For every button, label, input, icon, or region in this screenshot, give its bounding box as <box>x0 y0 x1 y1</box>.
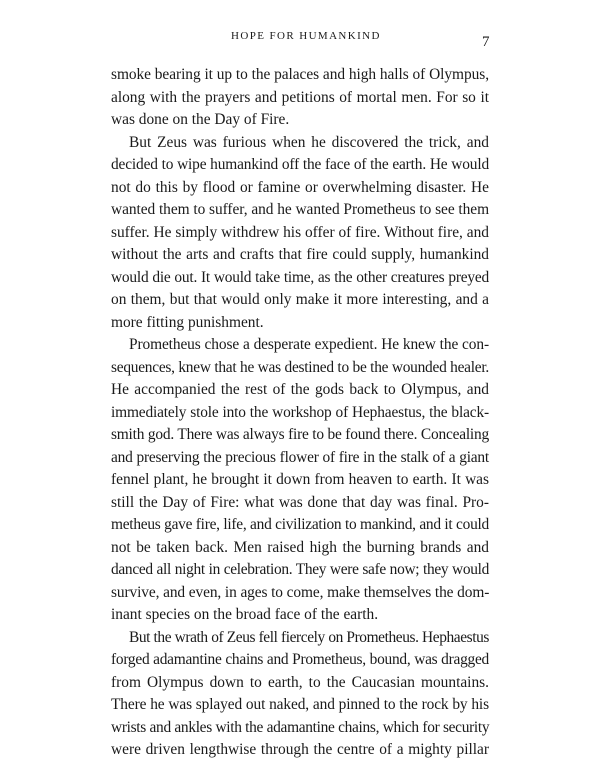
text-line: without the arts and crafts that fire could supply, humankind <box>111 246 489 263</box>
text-line: wanted them to suffer, and he wanted Prometheus to see them <box>111 201 489 218</box>
paragraph <box>111 627 489 762</box>
text-line: were driven lengthwise through the centre of a mighty pillar <box>111 741 489 758</box>
text-line: on them, but that would only make it more interesting, and a <box>111 291 489 308</box>
page-number: 7 <box>482 34 490 50</box>
paragraph <box>111 334 489 627</box>
body-text <box>111 64 489 762</box>
paragraph <box>111 132 489 335</box>
text-line: He accompanied the rest of the gods back to Olympus, and <box>111 381 489 398</box>
text-line: suffer. He simply withdrew his offer of fire. Without fire, and <box>111 223 489 241</box>
text-line: from Olympus down to earth, to the Caucasian mountains. <box>111 673 489 691</box>
text-line: survive, and even, in ages to come, make themselves the dom- <box>111 583 490 601</box>
text-line: But the wrath of Zeus fell fiercely on Prometheus. Hephaestus <box>129 628 489 646</box>
text-line: would die out. It would take time, as the other creatures preyed <box>111 268 489 286</box>
text-line: smoke bearing it up to the palaces and high halls of Olympus, <box>111 66 489 83</box>
text-line: more fitting punishment. <box>111 313 264 331</box>
text-line: metheus gave fire, life, and civilization to mankind, and it could <box>111 516 489 533</box>
text-line: not do this by flood or famine or overwhelming disaster. He <box>111 178 489 196</box>
text-line: immediately stole into the workshop of Hephaestus, the black- <box>111 403 489 421</box>
text-line: along with the prayers and petitions of mortal men. For so it <box>111 88 489 106</box>
text-line: and preserving the precious flower of fire in the stalk of a giant <box>111 448 489 466</box>
text-line: But Zeus was furious when he discovered the trick, and <box>129 133 489 151</box>
text-line: fennel plant, he brought it down from heaven to earth. It was <box>111 471 489 488</box>
text-line: danced all night in celebration. They were safe now; they would <box>111 561 489 578</box>
paragraph <box>111 64 489 132</box>
text-line: Prometheus chose a desperate expedient. He knew the con- <box>129 336 489 353</box>
text-line: was done on the Day of Fire. <box>111 111 290 128</box>
text-line: decided to wipe humankind off the face of the earth. He would <box>111 156 489 173</box>
text-line: inant species on the broad face of the earth. <box>111 606 379 623</box>
running-head-title: HOPE FOR HUMANKIND <box>231 30 381 42</box>
text-line: sequences, knew that he was destined to be the wounded healer. <box>111 358 489 376</box>
text-line: smith god. There was always fire to be found there. Concealing <box>111 426 489 443</box>
text-line: still the Day of Fire: what was done that day was final. Pro- <box>111 493 489 511</box>
text-line: wrists and ankles with the adamantine chains, which for security <box>111 718 490 736</box>
text-line: not be taken back. Men raised high the burning brands and <box>111 538 489 556</box>
text-line: forged adamantine chains and Prometheus, bound, was dragged <box>111 651 489 668</box>
text-line: There he was splayed out naked, and pinned to the rock by his <box>111 696 489 713</box>
